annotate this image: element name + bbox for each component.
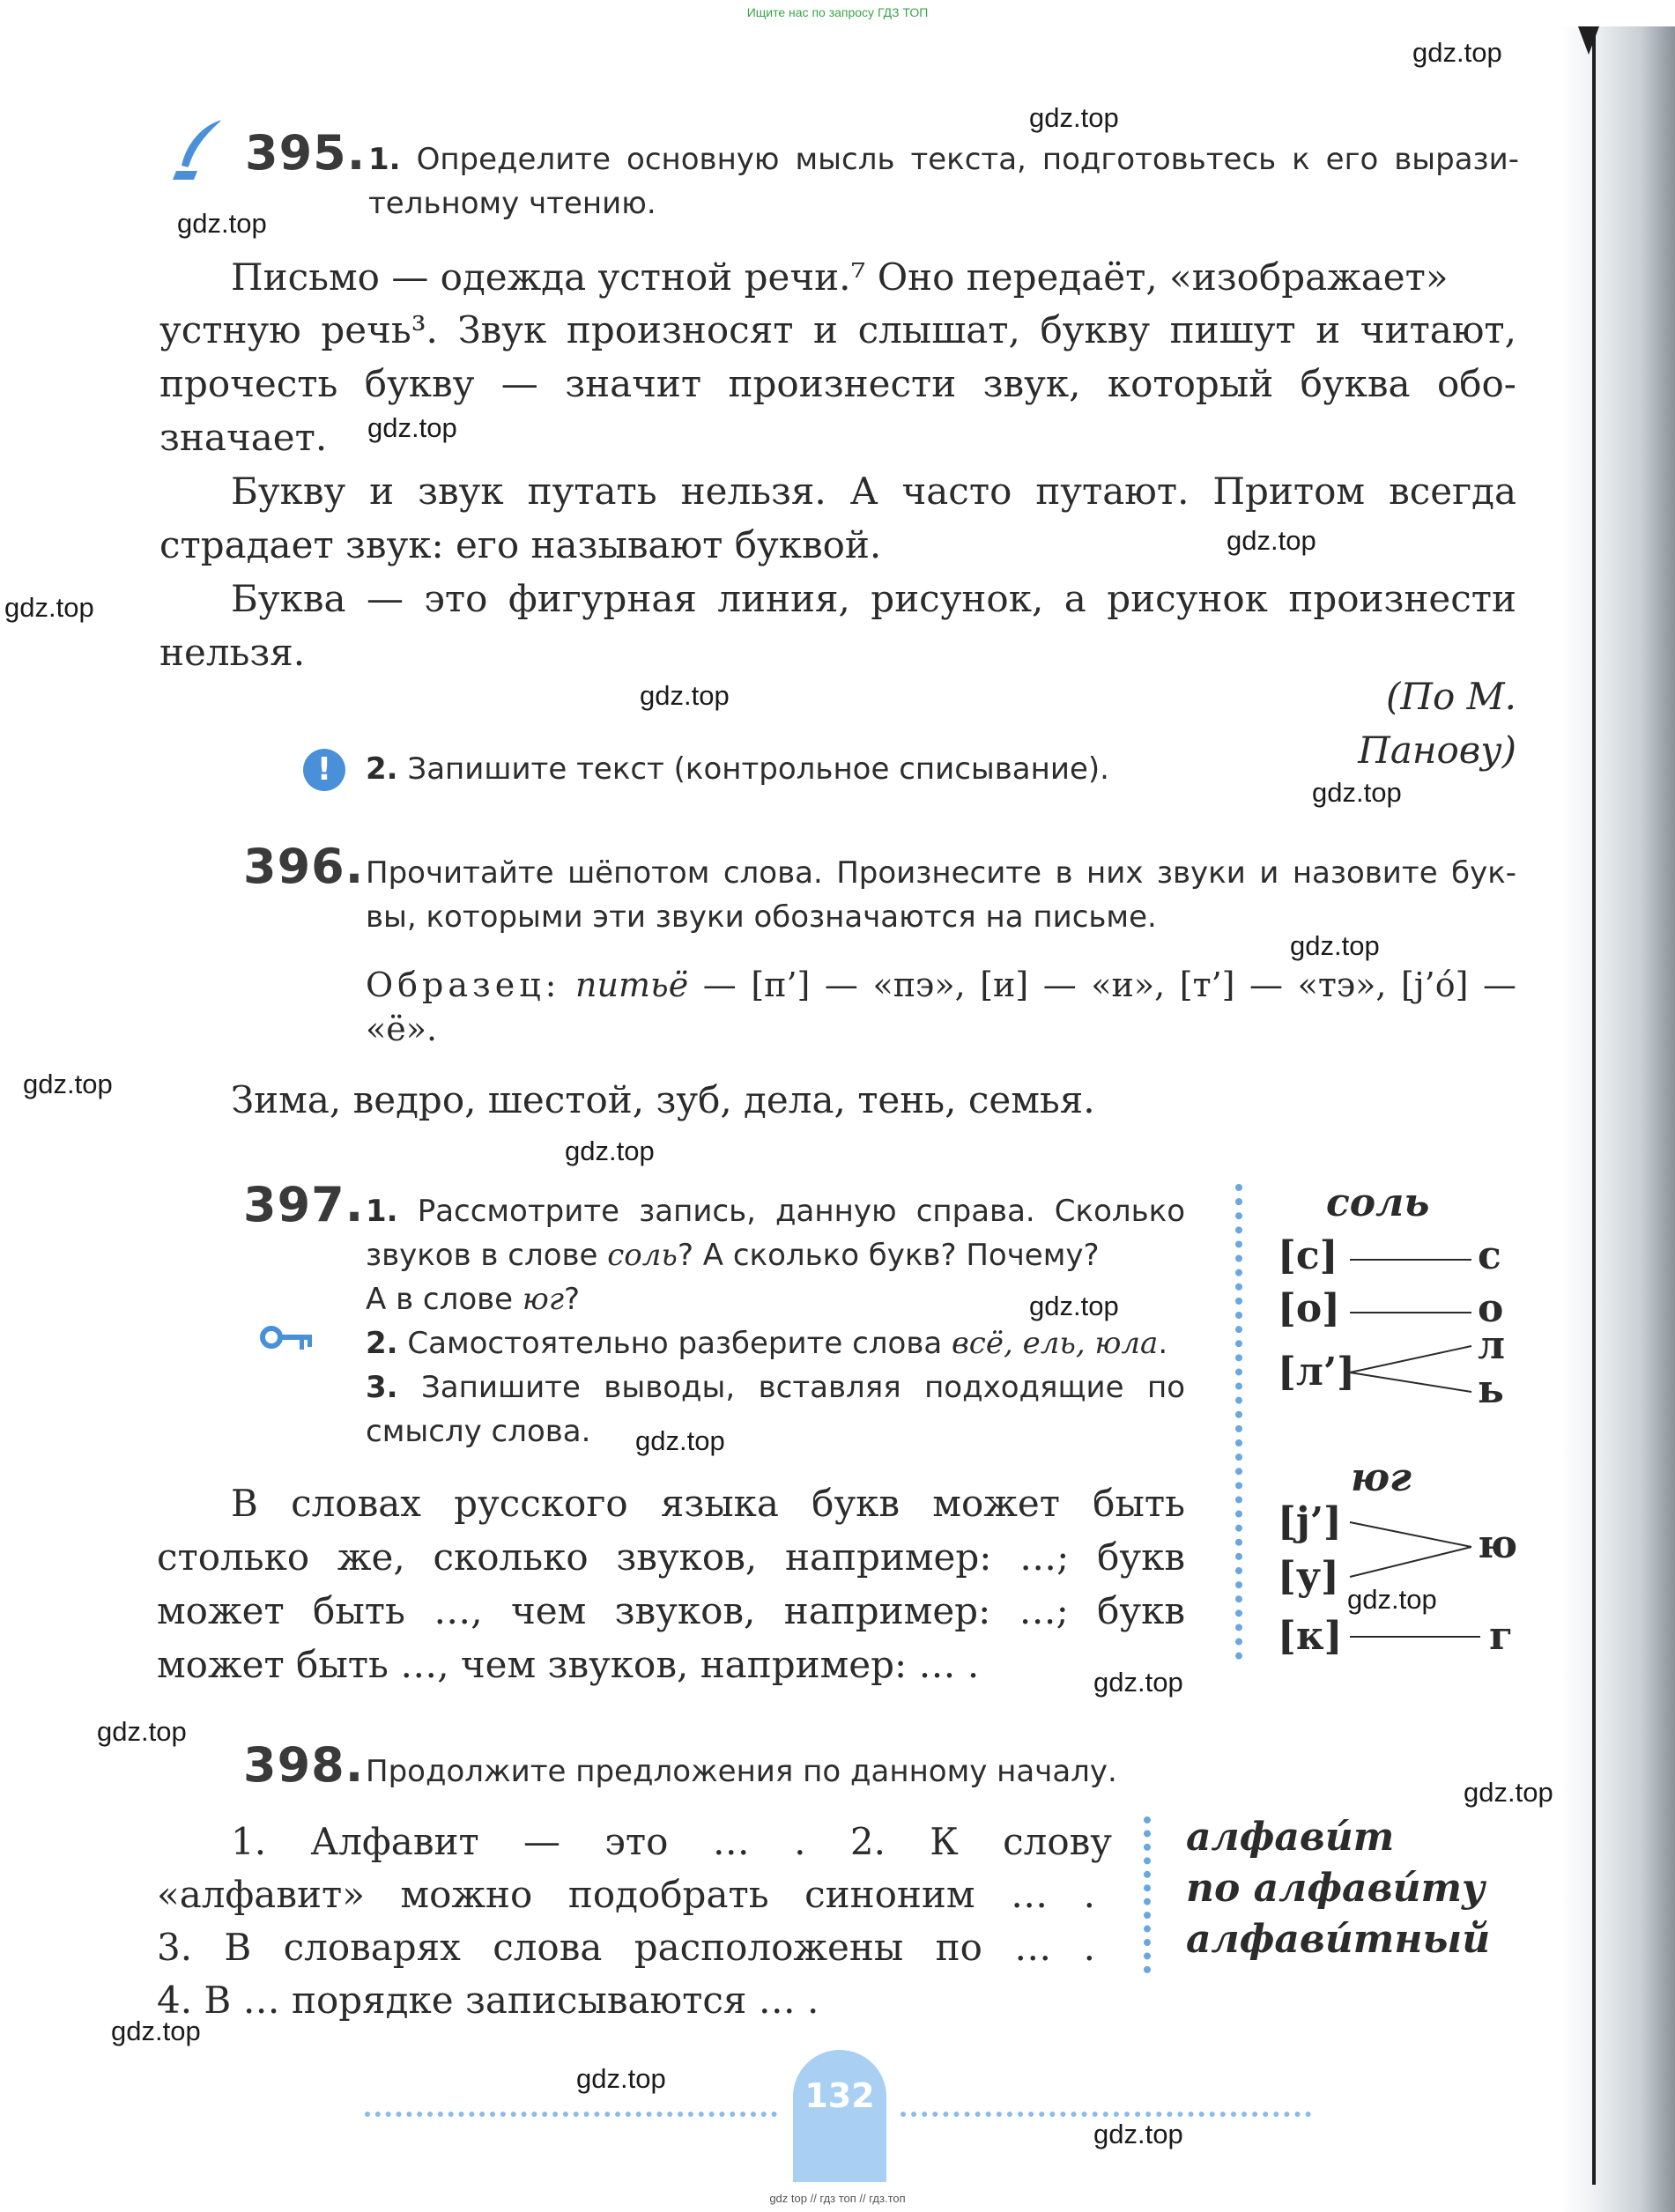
watermark: gdz.top [1227,525,1316,556]
side-word: алфави́т [1186,1815,1395,1860]
sentence-line: 3. В словарях слова расположены по … . [157,1926,1095,1969]
watermark: gdz.top [111,2016,201,2046]
task-line [366,1189,1185,1233]
footer-note: gdz top // гдз топ // гдз.топ [769,2192,906,2205]
exclamation-icon: ! [303,749,345,791]
scheme-sound: [о] [1278,1286,1340,1331]
watermark: gdz.top [367,412,457,443]
task-number: 1. [368,142,401,177]
side-word: по алфави́ту [1186,1866,1486,1911]
scheme-sound: [к] [1278,1614,1343,1659]
task-number: 2. [366,751,398,787]
text-line: Буква — это фигурная линия, рисунок, а рисунок произнести [231,577,1516,620]
task-line [366,747,1109,791]
side-word: алфави́тный [1186,1917,1491,1962]
watermark: gdz.top [1093,1667,1183,1698]
text-line: значает. [159,416,328,459]
task-line [366,1321,1185,1365]
scheme-letter: с [1478,1233,1501,1278]
exercise-number: 396. [243,839,365,894]
header-note: Ищите нас по запросу ГДЗ ТОП [746,5,929,19]
task-number: 3. [366,1370,398,1405]
page-binding-line [1592,26,1596,2185]
watermark: gdz.top [1029,1291,1119,1321]
text-line: Букву и звук путать нельзя. А часто путают. Притом всегда [231,470,1516,513]
scheme-letter: л [1478,1323,1506,1368]
exercise-number: 395. [245,125,367,181]
task-text: Запишите выводы, вставляя подходящие по [421,1370,1185,1405]
word-list: Зима, ведро, шестой, зуб, дела, тень, семья. [231,1078,1095,1121]
watermark: gdz.top [1312,777,1402,808]
conclusion-line: столько же, сколько звуков, например: …; букв [157,1535,1185,1579]
watermark: gdz.top [1412,37,1502,68]
page-number-badge [793,2050,886,2182]
watermark: gdz.top [177,208,267,239]
scheme-lines [1348,1233,1480,1409]
task-text: Рассмотрите запись, данную справа. Сколько [417,1194,1185,1229]
text-line: нельзя. [159,631,306,674]
footer-dotted-line [365,2112,777,2117]
watermark: gdz.top [1347,1584,1437,1615]
sample-line [366,958,1516,1012]
scheme-letter: ь [1478,1367,1504,1412]
conclusion-line: может быть …, чем звуков, например: … . [157,1643,980,1686]
page-binding-shadow [1560,26,1675,2212]
scheme-sound: [j’] [1278,1499,1342,1544]
scheme-letter: ю [1478,1522,1518,1567]
task-number: 1. [366,1194,398,1229]
text-line: прочесть букву — значит произнести звук, который буква обо- [159,362,1516,405]
task-text: звуков в слове [366,1238,608,1273]
conclusion-line: В словах русского языка букв может быть [231,1482,1185,1525]
task-number: 2. [366,1326,398,1361]
scheme-sound: [с] [1278,1233,1338,1278]
task-line [366,1365,1185,1409]
page-number: 132 [804,2076,875,2115]
dotted-divider [1235,1184,1242,1660]
text-line: страдает звук: его называют буквой. [159,523,882,566]
page-binding-marker [1578,26,1599,55]
scheme-letter: о [1478,1286,1504,1331]
task-word: соль [607,1238,678,1273]
exercise-number: 397. [243,1177,365,1232]
scheme-sound: [у] [1278,1554,1339,1599]
scheme-word: юг [1351,1455,1412,1500]
sample-line: «ё». [366,1010,438,1048]
task-word: юг [522,1282,565,1317]
conclusion-line: может быть …, чем звуков, например: …; букв [157,1589,1185,1632]
text-source: (По М. Панову) [1358,675,1516,772]
feather-icon [167,116,229,187]
watermark: gdz.top [576,2063,666,2094]
task-text: Продолжите предложения по данному началу. [366,1754,1117,1789]
scheme-word: соль [1326,1180,1430,1225]
footer-dotted-line [900,2112,1311,2117]
watermark: gdz.top [1290,930,1380,961]
watermark: gdz.top [635,1425,725,1456]
sentence-line: 1. Алфавит — это … . 2. К слову [231,1820,1112,1863]
watermark: gdz.top [4,592,94,623]
text-line: устную речь³. Звук произносят и слышат, букву пишут и читают, [159,308,1516,351]
task-text: тельному чтению. [368,186,656,221]
task-text: смыслу слова. [366,1414,591,1449]
task-line [368,137,1519,181]
watermark: gdz.top [1029,102,1119,133]
sentence-line: «алфавит» можно подобрать синоним … . [157,1873,1095,1916]
task-line [366,1233,1185,1277]
task-text: ? [564,1282,581,1317]
task-text: А в слове [366,1282,523,1317]
watermark: gdz.top [1093,2119,1183,2149]
task-text: Прочитайте шёпотом слова. Произнесите в них звуки и назовите бук- [366,855,1516,891]
task-line [366,1277,580,1321]
scheme-lines [1348,1498,1480,1656]
task-text: . [1158,1326,1168,1361]
task-text: Запишите текст (контрольное списывание). [407,751,1109,787]
watermark: gdz.top [23,1069,113,1099]
task-text: ? А сколько букв? Почему? [677,1238,1100,1273]
key-icon [259,1321,315,1357]
scheme-sound: [л’] [1278,1350,1355,1395]
task-text: Самостоятельно разберите слова [407,1326,952,1361]
sample-word: питьё [575,965,689,1004]
scheme-letter: г [1489,1614,1513,1659]
sample-label: Образец: [366,965,561,1004]
task-text: вы, которыми эти звуки обозначаются на письме. [366,899,1157,935]
task-words: всё, ель, юла [952,1326,1159,1361]
watermark: gdz.top [565,1136,655,1166]
sentence-line: 4. В … порядке записываются … . [157,1979,819,2022]
watermark: gdz.top [97,1716,187,1747]
task-text: Определите основную мысль текста, подготовьтесь к его вырази- [416,142,1519,177]
exercise-number: 398. [243,1737,365,1793]
dotted-divider [1144,1816,1151,1973]
text-line: Письмо — одежда устной речи.⁷ Оно передаёт, «изображает» [231,255,1449,299]
sample-analysis: — [п’] — «пэ», [и] — «и», [т’] — «тэ», [j’ó] — [702,965,1516,1004]
watermark: gdz.top [640,680,730,711]
watermark: gdz.top [1464,1777,1553,1808]
